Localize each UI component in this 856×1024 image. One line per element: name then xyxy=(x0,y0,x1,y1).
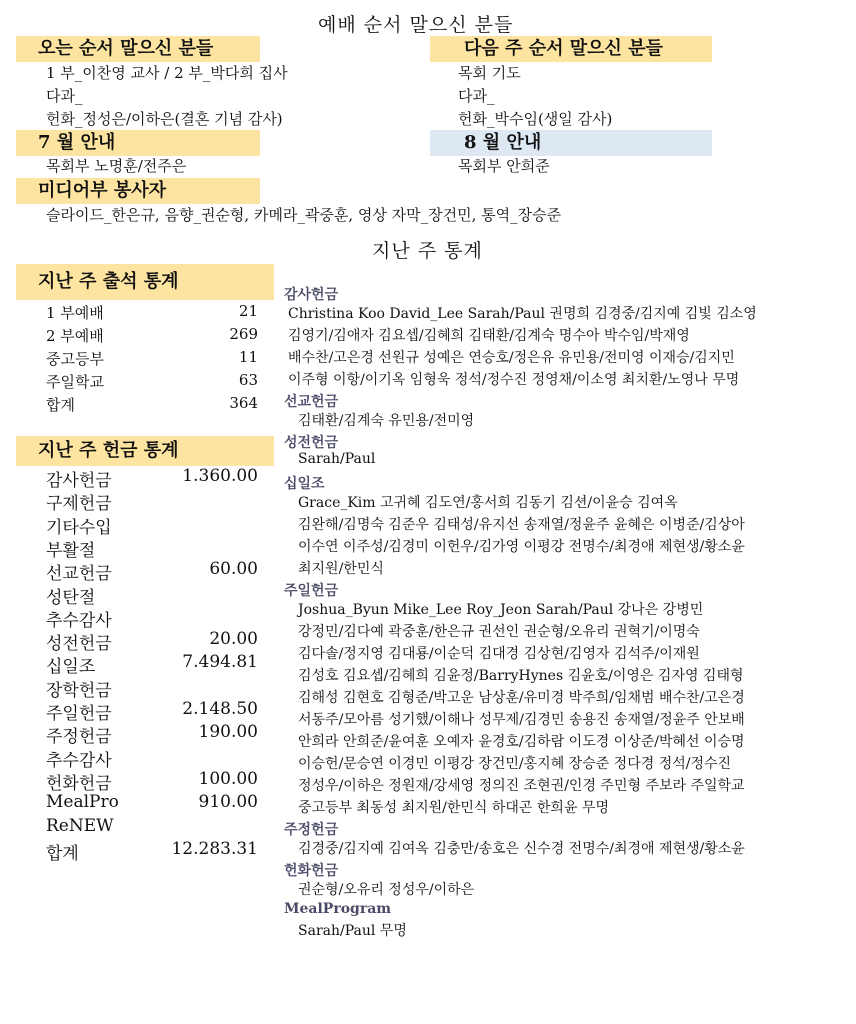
attendance-label: 합계 xyxy=(46,396,75,414)
cash-value: 20.00 xyxy=(209,629,258,650)
cash-label: 추수감사 xyxy=(46,750,112,771)
attendance-row xyxy=(46,394,258,416)
cash-row xyxy=(46,652,258,678)
next-week-line: 헌화_박수임(생일 감사) xyxy=(458,110,613,128)
giver-line: Grace_Kim 고귀혜 김도연/홍서희 김동기 김션/이윤승 김여옥 xyxy=(298,495,678,511)
cash-header: 지난 주 헌금 통계 xyxy=(16,436,274,466)
next-week-header: 다음 주 순서 말으신 분들 xyxy=(430,36,712,62)
cash-value: 12.283.31 xyxy=(171,838,258,859)
giver-group-heading: 헌화헌금 xyxy=(284,863,339,879)
cash-row xyxy=(46,699,258,722)
attendance-value: 21 xyxy=(238,302,258,320)
giver-group-heading: 선교헌금 xyxy=(284,394,339,410)
giver-line: 서동주/모아름 성기했/이해나 성무제/김경민 송용진 송재열/정윤주 안보배 xyxy=(298,712,745,728)
attendance-value: 63 xyxy=(238,371,258,389)
cash-label: 헌화헌금 xyxy=(46,773,112,794)
cash-value: 190.00 xyxy=(198,722,258,743)
cash-row xyxy=(46,583,258,606)
giver-group-heading: 주일헌금 xyxy=(284,583,339,599)
giver-line: 이승헌/문승연 이경민 이평강 장건민/홍지혜 장승준 정다경 정석/정수진 xyxy=(298,756,732,772)
stats-title: 지난 주 통계 xyxy=(372,240,483,262)
cash-row xyxy=(46,722,258,748)
giver-line: 김해성 김현호 김형준/박고운 남상훈/유미경 박주희/임채범 배수찬/고은경 xyxy=(298,690,745,706)
cash-label: 성탄절 xyxy=(46,587,96,608)
cash-label: 합계 xyxy=(46,843,79,864)
cash-label: 선교헌금 xyxy=(46,564,112,585)
cash-row xyxy=(46,769,258,792)
givers-list xyxy=(284,284,844,939)
cash-label: MealPro xyxy=(46,792,119,813)
media-header: 미디어부 봉사자 xyxy=(16,178,260,204)
attendance-value: 11 xyxy=(238,348,258,366)
giver-line: 이주형 이항/이기옥 임형욱 정석/정수진 정영채/이소영 최치환/노영나 무명 xyxy=(288,372,740,388)
attendance-row xyxy=(46,325,258,347)
giver-group-heading: 성전헌금 xyxy=(284,435,339,451)
giver-group-heading: 감사헌금 xyxy=(284,287,339,303)
giver-line: 강정민/김다예 곽중훈/한은규 권선인 권순형/오유리 권혁기/이명숙 xyxy=(298,624,700,640)
giver-line: 배수찬/고은경 선원규 성예은 연승호/정은유 유민용/전미영 이재승/김지민 xyxy=(288,350,735,366)
cash-row xyxy=(46,489,258,515)
august-header: 8 월 안내 xyxy=(430,130,712,156)
giver-line: 김성호 김요셉/김혜희 김윤정/BarryHynes 김윤호/이영은 김자영 김태형 xyxy=(298,668,744,684)
cash-row xyxy=(46,676,258,699)
cash-row xyxy=(46,629,258,655)
attendance-row xyxy=(46,302,258,324)
attendance-label: 주일학교 xyxy=(46,373,104,391)
giver-line: 김완해/김명숙 김준우 김태성/유지선 송재열/정윤주 윤혜은 이병준/김상아 xyxy=(298,517,745,533)
cash-value: 60.00 xyxy=(209,559,258,580)
cash-value: 1.360.00 xyxy=(182,466,258,486)
cash-row xyxy=(46,513,258,536)
july-header: 7 월 안내 xyxy=(16,130,260,156)
cash-label: 부활절 xyxy=(46,540,96,561)
cash-row xyxy=(46,816,258,839)
this-week-header: 오는 순서 말으신 분들 xyxy=(16,36,260,62)
giver-line: 이수연 이주성/김경미 이헌우/김가영 이평강 전명수/최경애 제현생/황소윤 xyxy=(298,539,745,555)
attendance-label: 2 부예배 xyxy=(46,327,104,345)
giver-line: 권순형/오유리 정성우/이하은 xyxy=(298,882,475,898)
media-line: 슬라이드_한은규, 음향_권순형, 카메라_곽중훈, 영상 자막_장건민, 통역_장승준 xyxy=(46,206,562,224)
attendance-header: 지난 주 출석 통계 xyxy=(16,264,274,300)
giver-line: 김영기/김애자 김요셉/김혜희 김태환/김계숙 명수아 박수임/박재영 xyxy=(288,328,690,344)
cash-row xyxy=(46,606,258,629)
giver-line: 김다솔/정지영 김대룡/이순덕 김대경 김상현/김영자 김석주/이재원 xyxy=(298,646,700,662)
this-week-line: 다과_ xyxy=(46,87,83,105)
cash-label: 감사헌금 xyxy=(46,471,112,491)
attendance-value: 364 xyxy=(229,394,258,412)
attendance-label: 1 부예배 xyxy=(46,304,104,322)
next-week-line: 다과_ xyxy=(458,87,495,105)
cash-label: 주정헌금 xyxy=(46,727,112,748)
cash-label: 장학헌금 xyxy=(46,680,112,701)
page-title: 예배 순서 말으신 분들 xyxy=(318,14,514,36)
attendance-row xyxy=(46,371,258,393)
giver-line: Christina Koo David_Lee Sarah/Paul 권명희 김경중/김지예 김빛 김소영 xyxy=(288,306,757,322)
cash-table xyxy=(46,466,258,866)
cash-row xyxy=(46,466,258,489)
cash-row xyxy=(46,839,258,862)
cash-label: 추수감사 xyxy=(46,610,112,631)
attendance-label: 중고등부 xyxy=(46,350,104,368)
attendance-row xyxy=(46,348,258,370)
this-week-line: 헌화_정성은/이하은(결혼 기념 감사) xyxy=(46,110,283,128)
cash-label: 주일헌금 xyxy=(46,704,112,724)
giver-line: 최지원/한민식 xyxy=(298,561,384,577)
cash-row xyxy=(46,536,258,559)
cash-label: 십일조 xyxy=(46,657,96,678)
cash-row xyxy=(46,559,258,585)
cash-row xyxy=(46,746,258,769)
cash-row xyxy=(46,792,258,815)
giver-line: 정성우/이하은 정원재/강세영 정의진 조현권/인경 주민형 주보라 주일학교 xyxy=(298,778,745,794)
giver-group-heading: 주정헌금 xyxy=(284,822,339,838)
giver-line: 중고등부 최동성 최지원/한민식 하대곤 한희윤 무명 xyxy=(298,800,609,816)
cash-value: 910.00 xyxy=(198,792,258,813)
cash-label: 구제헌금 xyxy=(46,494,112,515)
attendance-value: 269 xyxy=(229,325,258,343)
giver-line: 김태환/김계숙 유민용/전미영 xyxy=(298,413,475,429)
giver-group-heading: 십일조 xyxy=(284,476,325,492)
cash-label: 성전헌금 xyxy=(46,634,112,655)
giver-line: Sarah/Paul xyxy=(298,451,376,467)
this-week-line: 1 부_이찬영 교사 / 2 부_박다희 집사 xyxy=(46,64,288,82)
giver-line: Sarah/Paul 무명 xyxy=(298,923,407,939)
giver-group-heading: MealProgram xyxy=(284,901,392,917)
cash-value: 7.494.81 xyxy=(182,652,258,673)
giver-line: 안희라 안희준/윤여훈 오예자 윤경호/김하람 이도경 이상준/박혜선 이승명 xyxy=(298,734,745,750)
attendance-table xyxy=(46,302,258,414)
august-line: 목회부 안희준 xyxy=(458,157,550,175)
next-week-line: 목회 기도 xyxy=(458,64,521,82)
cash-label: ReNEW xyxy=(46,815,114,836)
cash-value: 2.148.50 xyxy=(182,699,258,719)
giver-line: Joshua_Byun Mike_Lee Roy_Jeon Sarah/Paul 강나은 강병민 xyxy=(298,602,704,618)
giver-line: 김경중/김지예 김여옥 김충만/송호은 신수경 전명수/최경애 제현생/황소윤 xyxy=(298,841,745,857)
cash-label: 기타수입 xyxy=(46,517,112,538)
cash-value: 100.00 xyxy=(198,768,258,789)
july-line: 목회부 노명훈/전주은 xyxy=(46,157,187,175)
